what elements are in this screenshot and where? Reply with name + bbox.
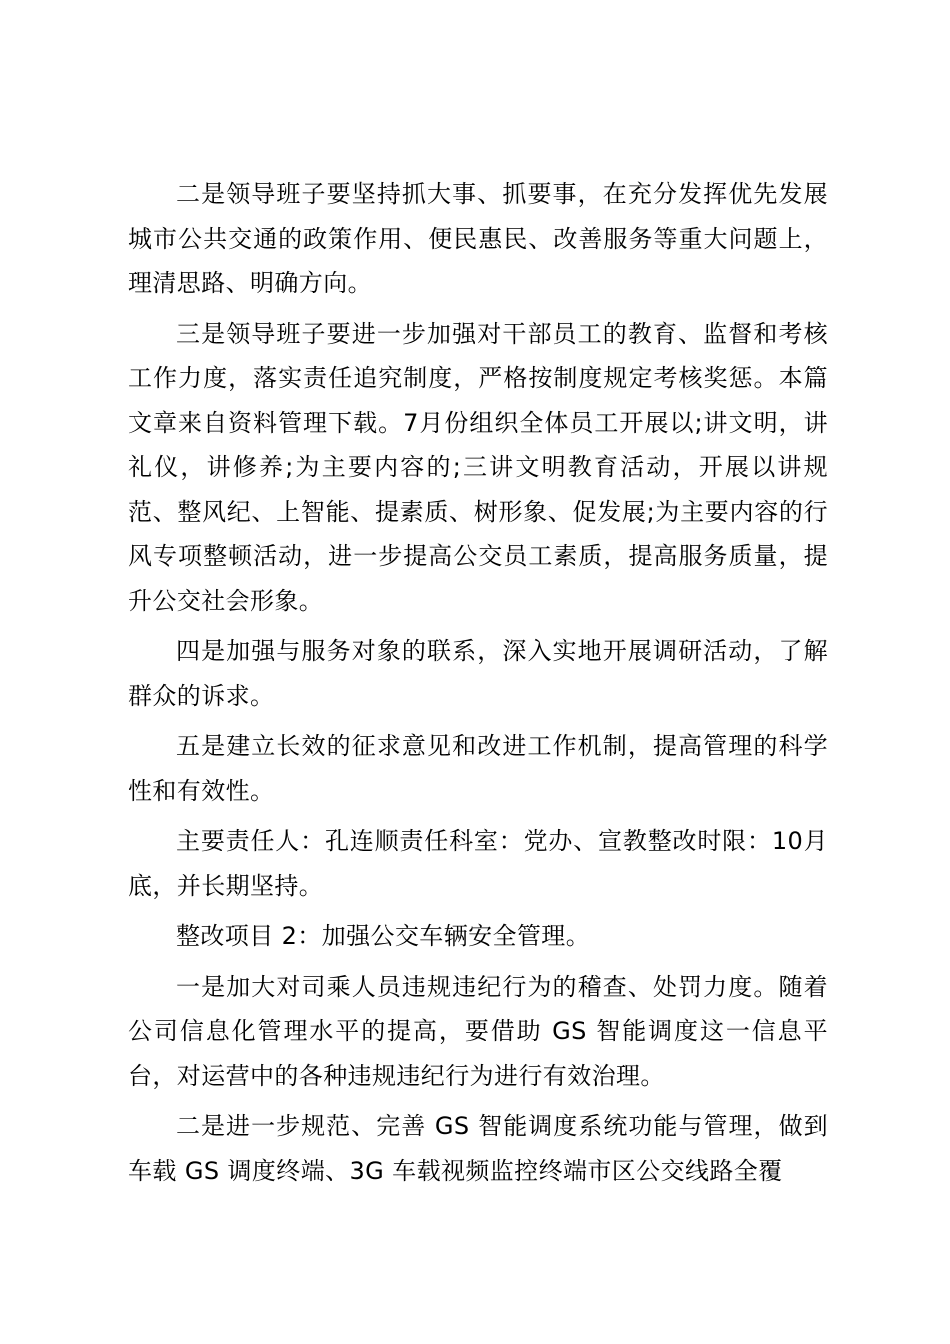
paragraph-long-term-mechanism: 五是建立长效的征求意见和改进工作机制，提高管理的科学性和有效性。 bbox=[128, 732, 828, 805]
document-body bbox=[128, 172, 828, 1199]
paragraph-public-contact: 四是加强与服务对象的联系，深入实地开展调研活动，了解群众的诉求。 bbox=[128, 637, 828, 710]
paragraph-staff-supervision: 三是领导班子要进一步加强对干部员工的教育、监督和考核工作力度，落实责任追究制度，严格按制度规定考核奖惩。本篇文章来自资料管理下载。7月份组织全体员工开展以;讲文明，讲礼仪，讲修养;为主要内容的;三讲文明教育活动，开展以讲规范、整风纪、上智能、提素质、树形象、促发展;为主要内容的行风专项整顿活动，进一步提高公交员工素质，提高服务质量，提升公交社会形象。 bbox=[128, 319, 828, 615]
paragraph-leadership-focus: 二是领导班子要坚持抓大事、抓要事，在充分发挥优先发展城市公共交通的政策作用、便民惠民、改善服务等重大问题上，理清思路、明确方向。 bbox=[128, 180, 828, 297]
paragraph-project-heading: 整改项目 2：加强公交车辆安全管理。 bbox=[176, 922, 591, 950]
paragraph-dispatch-system: 二是进一步规范、完善 GS 智能调度系统功能与管理，做到车载 GS 调度终端、3G 车载视频监控终端市区公交线路全覆 bbox=[128, 1112, 828, 1185]
paragraph-responsibility: 主要责任人：孔连顺责任科室：党办、宣教整改时限：10月底，并长期坚持。 bbox=[128, 827, 828, 900]
paragraph-violation-inspection: 一是加大对司乘人员违规违纪行为的稽查、处罚力度。随着公司信息化管理水平的提高，要借助 GS 智能调度这一信息平台，对运营中的各种违规违纪行为进行有效治理。 bbox=[128, 972, 828, 1090]
